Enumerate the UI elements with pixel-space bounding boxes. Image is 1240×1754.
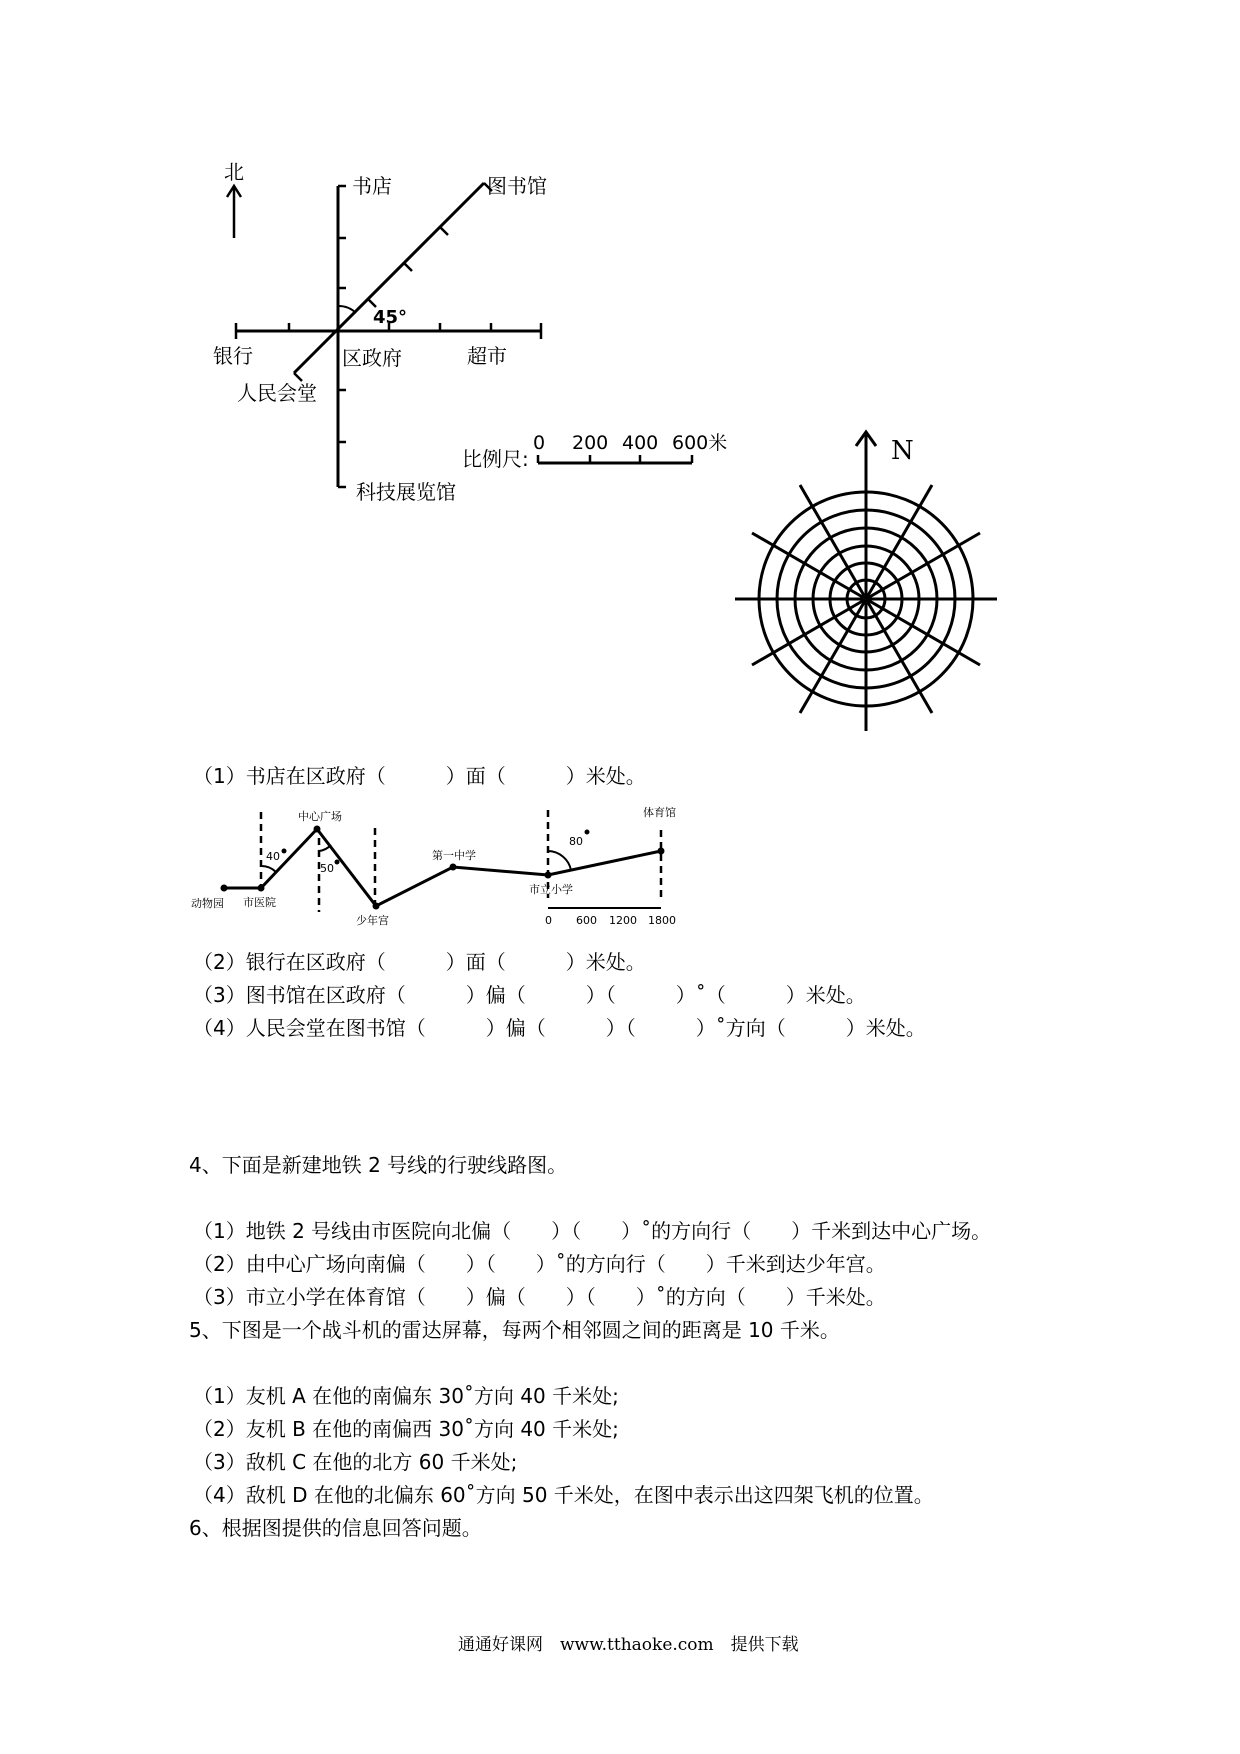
angle-80-label: 80 bbox=[569, 835, 583, 848]
q4-title: 4、下面是新建地铁 2 号线的行驶线路图。 bbox=[189, 1153, 568, 1177]
degree-mark-80 bbox=[585, 830, 590, 835]
science-hall-label: 科技展览馆 bbox=[356, 480, 456, 504]
scale-label: 比例尺: bbox=[462, 447, 529, 471]
bookstore-label: 书店 bbox=[352, 174, 392, 198]
radar-north-label: N bbox=[891, 436, 914, 466]
q5-item-1: （1）友机 A 在他的南偏东 30˚方向 40 千米处; bbox=[193, 1384, 619, 1408]
q3-item-4: （4）人民会堂在图书馆（ ）偏（ ）（ ）˚方向（ ）米处。 bbox=[193, 1016, 926, 1040]
q4-item-1: （1）地铁 2 号线由市医院向北偏（ ）（ ）˚的方向行（ ）千米到达中心广场。 bbox=[193, 1219, 992, 1243]
station-city-primary-label: 市立小学 bbox=[529, 883, 573, 896]
q5-item-2: （2）友机 B 在他的南偏西 30˚方向 40 千米处; bbox=[193, 1417, 619, 1441]
bank-label: 银行 bbox=[213, 344, 253, 368]
north-label: 北 bbox=[224, 160, 244, 184]
station-city-primary bbox=[545, 872, 552, 879]
peoples-hall-label: 人民会堂 bbox=[237, 381, 317, 405]
scale-tick-0: 0 bbox=[533, 432, 546, 454]
library-label: 图书馆 bbox=[487, 174, 547, 198]
q6-title: 6、根据图提供的信息回答问题。 bbox=[189, 1516, 482, 1540]
station-youth-palace bbox=[373, 903, 380, 910]
station-city-hospital-label: 市医院 bbox=[243, 896, 276, 909]
q4-item-2: （2）由中心广场向南偏（ ）（ ）˚的方向行（ ）千米到达少年宫。 bbox=[193, 1252, 886, 1276]
q3-item-1: （1）书店在区政府（ ）面（ ）米处。 bbox=[193, 764, 646, 788]
station-central-square bbox=[314, 826, 321, 833]
station-stadium bbox=[658, 848, 665, 855]
page-footer: 通通好课网 www.tthaoke.com 提供下载 bbox=[458, 1635, 799, 1655]
route-scale-600: 600 bbox=[576, 914, 597, 927]
station-zoo-label: 动物园 bbox=[191, 897, 224, 910]
degree-mark-40 bbox=[282, 849, 287, 854]
degree-mark-50 bbox=[335, 860, 340, 865]
station-stadium-label: 体育馆 bbox=[643, 806, 676, 819]
angle-45-label: 45° bbox=[373, 307, 408, 328]
route-scale-1800: 1800 bbox=[648, 914, 676, 927]
angle-50-label: 50 bbox=[320, 862, 334, 875]
scale-tick-400: 400 bbox=[622, 432, 659, 454]
route-scale-1200: 1200 bbox=[609, 914, 637, 927]
q5-item-4: （4）敌机 D 在他的北偏东 60˚方向 50 千米处，在图中表示出这四架飞机的位置。 bbox=[193, 1483, 934, 1507]
station-central-square-label: 中心广场 bbox=[298, 810, 342, 823]
district-gov-label: 区政府 bbox=[342, 346, 402, 370]
station-no1-middle-label: 第一中学 bbox=[432, 849, 476, 862]
q5-title: 5、下图是一个战斗机的雷达屏幕，每两个相邻圆之间的距离是 10 千米。 bbox=[189, 1318, 840, 1342]
q5-item-3: （3）敌机 C 在他的北方 60 千米处; bbox=[193, 1450, 518, 1474]
station-no1-middle bbox=[450, 864, 457, 871]
scale-tick-200: 200 bbox=[572, 432, 609, 454]
station-zoo bbox=[221, 885, 228, 892]
q4-item-3: （3）市立小学在体育馆（ ）偏（ ）（ ）˚的方向（ ）千米处。 bbox=[193, 1285, 886, 1309]
angle-40-label: 40 bbox=[266, 850, 280, 863]
station-city-hospital bbox=[258, 885, 265, 892]
scale-tick-600: 600米 bbox=[672, 432, 728, 454]
route-scale-0: 0 bbox=[545, 914, 552, 927]
q3-item-2: （2）银行在区政府（ ）面（ ）米处。 bbox=[193, 950, 646, 974]
q3-item-3: （3）图书馆在区政府（ ）偏（ ）（ ）˚（ ）米处。 bbox=[193, 983, 866, 1007]
supermarket-label: 超市 bbox=[467, 344, 507, 368]
station-youth-palace-label: 少年宫 bbox=[356, 914, 389, 927]
